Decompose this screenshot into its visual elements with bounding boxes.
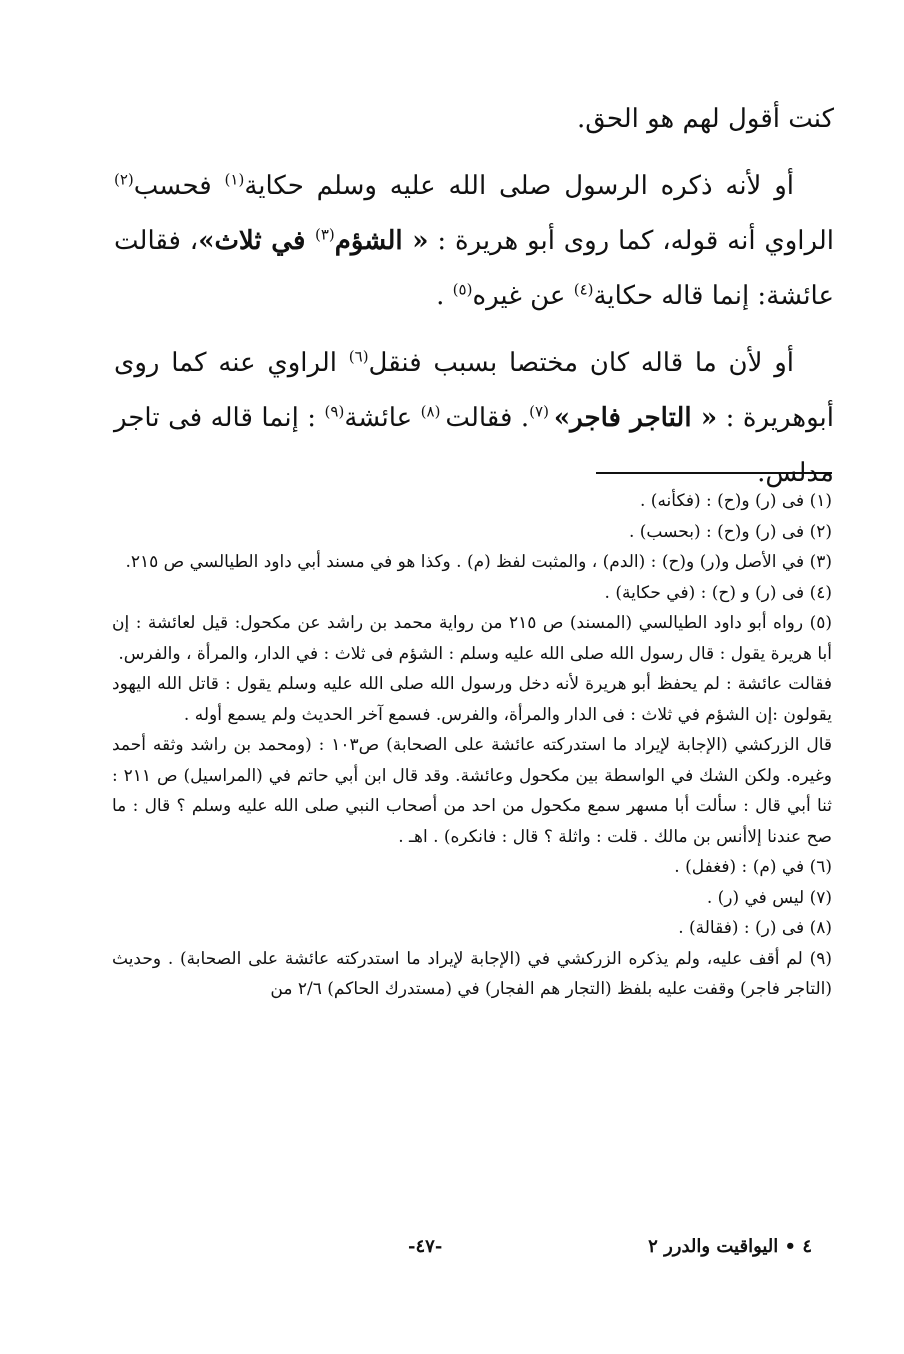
- page-footer: [0, 1226, 904, 1266]
- footnote-1: (١) فى (ر) و(ح) : (فكأنه) .: [640, 491, 832, 511]
- footnote-ref-1: (١): [224, 170, 245, 189]
- page-number: -٤٧-: [408, 1236, 443, 1257]
- hadith-quote-1b: في ثلاث»: [198, 226, 315, 256]
- footnote-ref-9: (٩): [324, 402, 345, 421]
- footnote-ref-6: (٦): [348, 347, 369, 366]
- footnote-9: (٩) لم أقف عليه، ولم يذكره الزركشي في (الإجابة لإيراد ما استدركته عائشة على الصحابة) . وحديث (التاجر فاجر) وقفت عليه بلفظ (التجار هم الفجار) في (مستدرك الحاكم) ٢/٦ من: [112, 948, 832, 999]
- footnote-5-continuation-1: فقالت عائشة : لم يحفظ أبو هريرة لأنه دخل ورسول الله صلى الله عليه وسلم يقول : قاتل الله اليهود يقولون :إن الشؤم في ثلاث : فى الدار والمرأة، والفرس. فسمع آخر الحديث ولم يسمع أوله .: [112, 674, 832, 725]
- footnote-ref-8: (٨): [420, 402, 446, 421]
- p1-text-c: الراوي أنه قوله، كما روى أبو هريرة :: [428, 226, 834, 256]
- main-paragraph-2: [114, 336, 834, 501]
- footnote-ref-4: (٤): [573, 280, 594, 299]
- p1-text-e: عن غيره: [472, 281, 574, 311]
- footnote-4: (٤) فى (ر) و (ح) : (في حكاية) .: [604, 582, 832, 603]
- footnote-2: (٢) فى (ر) و(ح) : (بحسب) .: [628, 521, 832, 542]
- footnote-5-continuation-2: قال الزركشي (الإجابة لإيراد ما استدركته عائشة على الصحابة) ص١٠٣ : (ومحمد بن راشد وثقه أحمد وغيره. ولكن الشك في الواسطة بين مكحول وعائشة. وقد قال ابن أبي حاتم في (المراسيل) ص ٢١١ : ثنا أبي قال : سألت أبا مسهر سمع مكحول من احد من أصحاب النبي صلى الله عليه وسلم ؟ قال : ما صح عندنا إلاأنس بن مالك . قلت : واثلة ؟ قال : فانكره) . اهـ .: [112, 735, 832, 847]
- p1-text-f: .: [436, 281, 453, 311]
- footnote-ref-3: (٣): [315, 225, 335, 244]
- p2-text-d: عائشة: [344, 403, 421, 433]
- running-title: ٤ • اليواقيت والدرر ٢: [648, 1236, 812, 1257]
- footnote-ref-2: (٢): [114, 170, 134, 189]
- hadith-quote-1a: « الشؤم: [334, 226, 429, 256]
- main-line-1: كنت أقول لهم هو الحق.: [576, 104, 834, 134]
- footnote-5: (٥) رواه أبو داود الطيالسي (المسند) ص ٢١٥ من رواية محمد بن راشد عن مكحول: قيل لعائشة : إن أبا هريرة يقول : قال رسول الله صلى الله عليه وسلم : الشؤم فى ثلاث : في الدار، والمرأة ، والفرس.: [112, 613, 832, 664]
- footnote-3: (٣) في الأصل و(ر) و(ح) : (الدم) ، والمثبت لفظ (م) . وكذا هو في مسند أبي داود الطيالسي ص ٢١٥.: [125, 552, 832, 572]
- footnote-6: (٦) في (م) : (فغفل) .: [674, 857, 832, 877]
- main-paragraph-1: [114, 159, 834, 324]
- footnote-ref-7: (٧): [529, 402, 554, 421]
- p2-text-b: الراوي عنه كما روى أبوهريرة :: [114, 348, 834, 433]
- footnote-8: (٨) فى (ر) : (فقالة) .: [678, 918, 832, 938]
- p1-text-a: أو لأنه ذكره الرسول صلى الله عليه وسلم حكاية: [244, 171, 794, 201]
- hadith-quote-2: « التاجر فاجر»: [553, 403, 718, 433]
- main-text: [114, 92, 834, 501]
- footnote-ref-5: (٥): [452, 280, 473, 299]
- p1-text-d: ، فقالت عائشة: إنما قاله حكاية: [114, 226, 834, 311]
- footnote-7: (٧) ليس في (ر) .: [706, 887, 832, 908]
- footnote-divider: [596, 472, 832, 474]
- p1-text-b: فحسب: [133, 171, 225, 201]
- p2-text-c: . فقالت: [445, 403, 530, 433]
- footnotes: [112, 486, 832, 1005]
- p2-text-e: : إنما قاله فى تاجر مدلس.: [114, 403, 834, 488]
- p2-text-a: أو لأن ما قاله كان مختصا بسبب فنقل: [368, 348, 794, 378]
